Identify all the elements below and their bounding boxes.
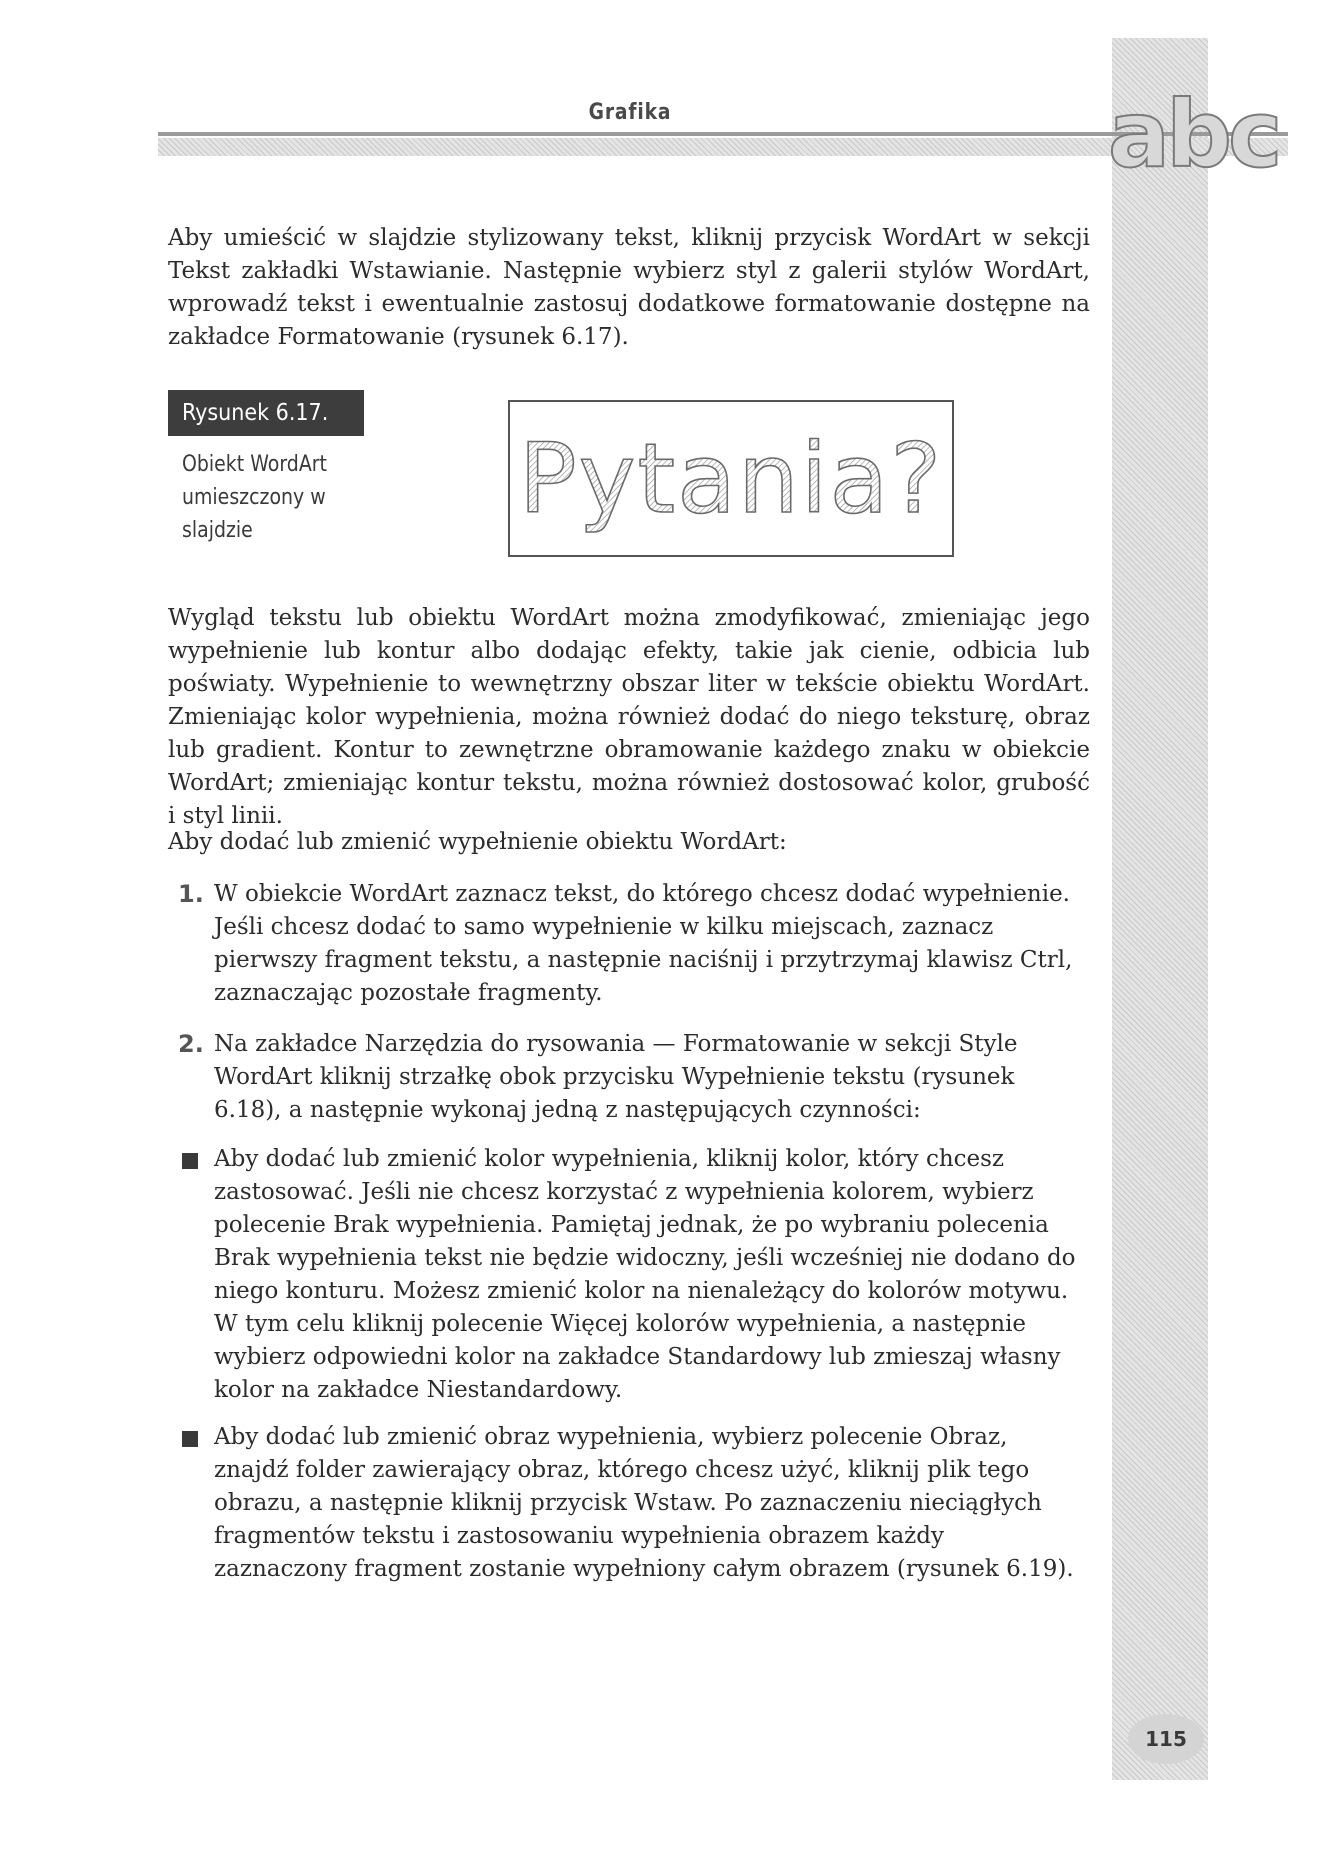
wordart-text: Pytania? — [518, 423, 944, 535]
bullet-item — [178, 1421, 1078, 1586]
numbered-step — [178, 878, 1078, 1010]
figure-caption: Obiekt WordArt umieszczony w slajdzie — [182, 452, 327, 543]
page-number: 115 — [1128, 1714, 1204, 1764]
bullet-text: Aby dodać lub zmienić obraz wypełnienia, wybierz polecenie Obraz, znajdź folder zawierający obraz, którego chcesz użyć, kliknij plik tego obrazu, a następnie kliknij przycisk Wstaw. Po zaznaczeniu nieciągłych fragmentów tekstu i zastosowaniu wypełnienia obrazem każdy zaznaczony fragment zostanie wypełniony całym obrazem (rysunek 6.19). — [214, 1424, 1074, 1582]
body-paragraph: Wygląd tekstu lub obiektu WordArt można zmodyfikować, zmieniając jego wypełnienie lub kontur albo dodając efekty, takie jak cienie, odbicia lub poświaty. Wypełnienie to wewnętrzny obszar liter w tekście obiektu WordArt. Zmieniając kolor wypełnienia, można również dodać do niego teksturę, obraz lub gradient. Kontur to zewnętrzne obramowanie każdego znaku w obiekcie WordArt; zmieniając kontur tekstu, można również dostosować kolor, grubość i styl linii. — [168, 605, 1090, 829]
sidebar-hatched-strip — [1112, 38, 1208, 1780]
lead-in-paragraph: Aby dodać lub zmienić wypełnienie obiektu WordArt: — [168, 829, 787, 855]
bullet-item — [178, 1143, 1078, 1407]
numbered-step — [178, 1028, 1078, 1127]
step-number: 1. — [178, 880, 204, 908]
step-text: Na zakładce Narzędzia do rysowania — Formatowanie w sekcji Style WordArt kliknij strzałkę obok przycisku Wypełnienie tekstu (rysunek 6.18), a następnie wykonaj jedną z następujących czynności: — [214, 1031, 1018, 1123]
wordart-image — [510, 402, 952, 555]
step-text: W obiekcie WordArt zaznacz tekst, do którego chcesz dodać wypełnienie. Jeśli chcesz dodać to samo wypełnienie w kilku miejscach, zaznacz pierwszy fragment tekstu, a następnie naciśnij i przytrzymaj klawisz Ctrl, zaznaczając pozostałe fragmenty. — [214, 881, 1073, 1006]
wordart-figure — [508, 400, 954, 557]
abc-logo: abc — [1108, 81, 1279, 188]
square-bullet-icon — [182, 1153, 198, 1169]
figure-label: Rysunek 6.17. — [168, 390, 364, 436]
intro-paragraph: Aby umieścić w slajdzie stylizowany tekst, kliknij przycisk WordArt w sekcji Tekst zakładki Wstawianie. Następnie wybierz styl z galerii stylów WordArt, wprowadź tekst i ewentualnie zastosuj dodatkowe formatowanie dostępne na zakładce Formatowanie (rysunek 6.17). — [168, 225, 1090, 350]
bullet-text: Aby dodać lub zmienić kolor wypełnienia, kliknij kolor, który chcesz zastosować. Jeśli nie chcesz korzystać z wypełnienia kolorem, wybierz polecenie Brak wypełnienia. Pamiętaj jednak, że po wybraniu polecenia Brak wypełnienia tekst nie będzie widoczny, jeśli wcześniej nie dodano do niego konturu. Możesz zmienić kolor na nienależący do kolorów motywu. W tym celu kliknij polecenie Więcej kolorów wypełnienia, a następnie wybierz odpowiedni kolor na zakładce Standardowy lub zmieszaj własny kolor na zakładce Niestandardowy. — [214, 1146, 1076, 1403]
step-number: 2. — [178, 1030, 204, 1058]
running-title: Grafika — [588, 100, 672, 125]
square-bullet-icon — [182, 1431, 198, 1447]
